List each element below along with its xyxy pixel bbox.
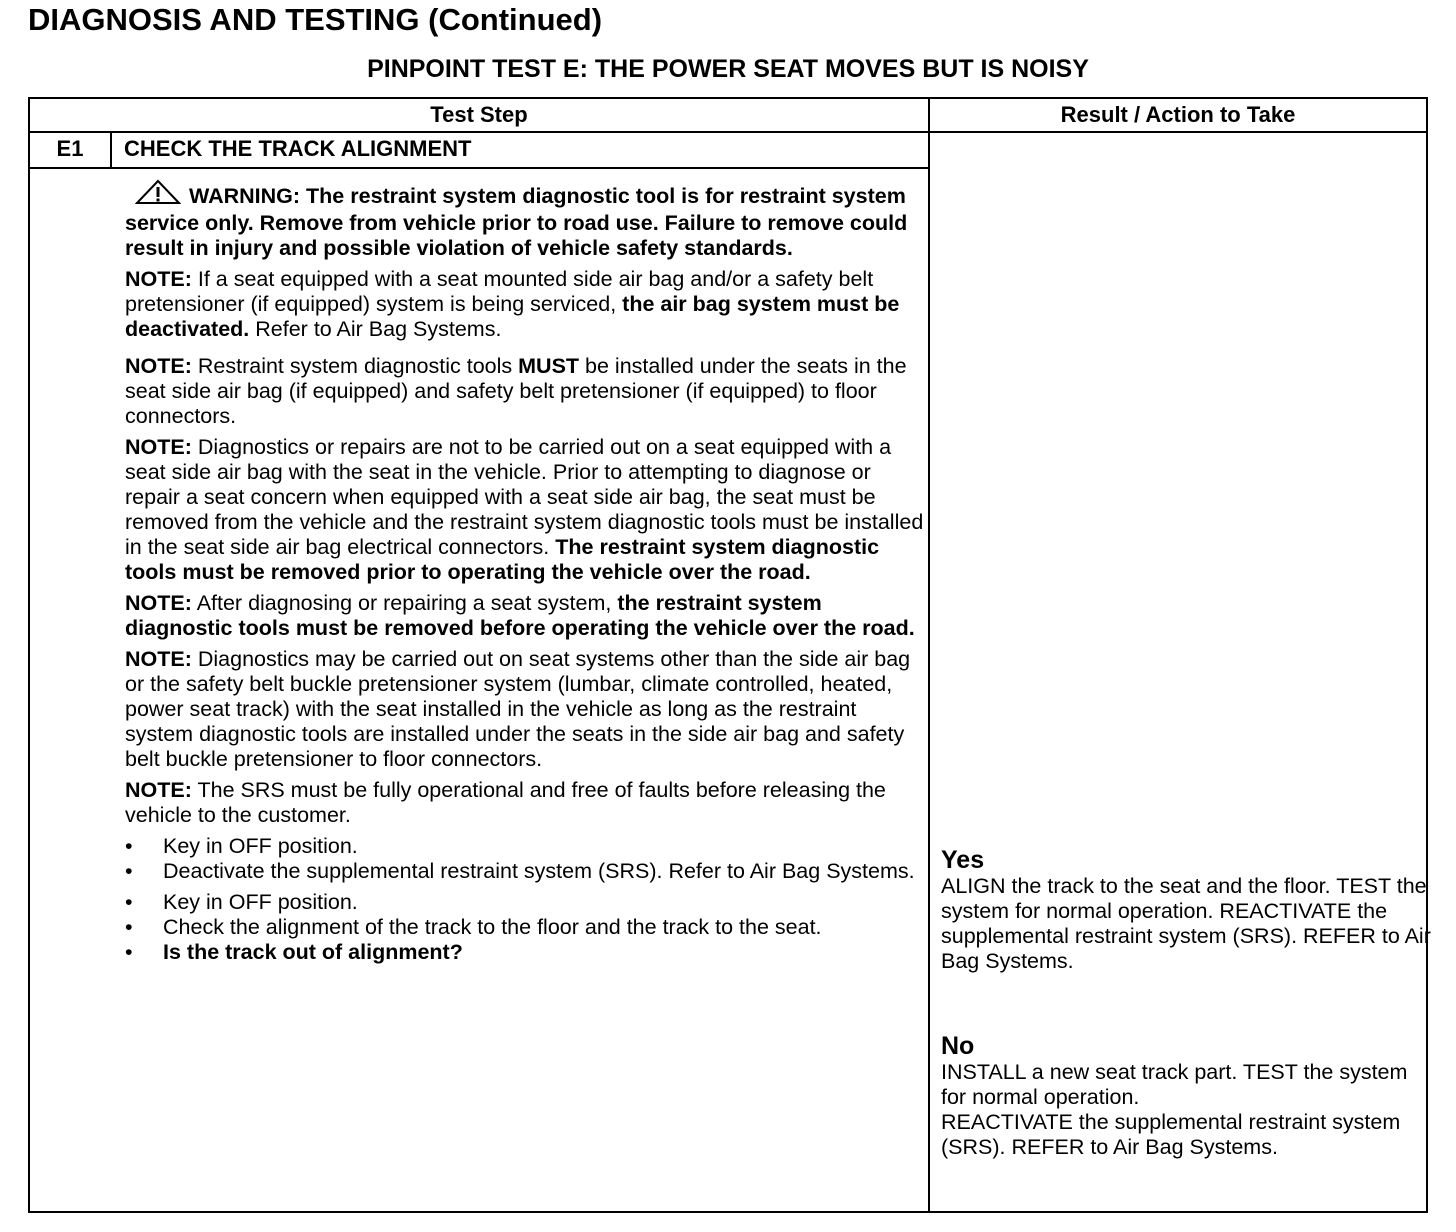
note-1-ref: Refer to Air Bag Systems. xyxy=(255,317,502,341)
list-item-text: Key in OFF position. xyxy=(163,834,358,858)
list-item-text: Check the alignment of the track to the floor and the track to the seat. xyxy=(163,915,822,939)
bullet: • xyxy=(125,859,133,883)
warning-text: WARNING: The restraint system diagnostic tool is for restraint system service only. Remove from vehicle prior to road use. Failure to remove could result in injury and possible violation of vehicle safety standards. xyxy=(125,184,908,260)
bullet: • xyxy=(125,915,133,939)
list-item xyxy=(125,890,925,915)
table-header-row xyxy=(30,99,1426,133)
note-4-text: After diagnosing or repairing a seat system, xyxy=(196,591,612,615)
warning-block xyxy=(125,179,925,261)
note-2-text: Restraint system diagnostic tools xyxy=(197,354,513,378)
step-id: E1 xyxy=(30,133,112,167)
note-label: NOTE: xyxy=(125,354,192,378)
column-divider xyxy=(928,99,930,1211)
note-label: NOTE: xyxy=(125,591,192,615)
note-label: NOTE: xyxy=(125,778,192,802)
note-label: NOTE: xyxy=(125,435,192,459)
page-heading: DIAGNOSIS AND TESTING (Continued) xyxy=(28,2,603,37)
note-6-text: The SRS must be fully operational and free of faults before releasing the vehicle to the customer. xyxy=(125,778,886,827)
list-item xyxy=(125,859,925,884)
list-item xyxy=(125,834,925,859)
step-row xyxy=(30,133,928,169)
bullet: • xyxy=(125,940,133,964)
warning-triangle-icon xyxy=(135,179,181,211)
list-item xyxy=(125,915,925,940)
note-6 xyxy=(125,778,925,828)
note-label: NOTE: xyxy=(125,647,192,671)
result-column-header: Result / Action to Take xyxy=(1060,102,1296,127)
note-1-text: If a seat equipped with a seat mounted side air bag and/or a safety belt pretensioner (if equipped) system is being serviced, xyxy=(125,267,874,316)
note-3-bold: The restraint system diagnostic tools must be removed prior to operating the vehicle over the road. xyxy=(125,535,880,584)
test-step-column-header: Test Step xyxy=(430,102,528,127)
note-2-bold: MUST xyxy=(518,354,580,378)
step-list xyxy=(125,834,925,965)
note-3-text: Diagnostics or repairs are not to be carried out on a seat equipped with a seat side air bag with the seat in the vehicle. Prior to attempting to diagnose or repair a seat concern when equipped with a seat side air bag, the seat must be removed from the vehicle and the restraint system diagnostic tools must be installed in the seat side air bag electrical connectors. xyxy=(125,435,924,559)
note-1-bold: the air bag system must be deactivated. xyxy=(125,292,900,341)
note-4 xyxy=(125,591,925,641)
note-5 xyxy=(125,647,925,772)
step-title: CHECK THE TRACK ALIGNMENT xyxy=(124,136,472,161)
result-no xyxy=(941,1032,1431,1160)
pinpoint-test-title: PINPOINT TEST E: THE POWER SEAT MOVES BUT IS NOISY xyxy=(367,55,1089,83)
pinpoint-test-table xyxy=(28,97,1431,1213)
test-step-body xyxy=(125,179,925,965)
bullet: • xyxy=(125,890,133,914)
note-5-text: Diagnostics may be carried out on seat systems other than the side air bag or the safety belt buckle pretensioner system (lumbar, climate controlled, heated, power seat track) with the seat installed in the vehicle as long as the restraint system diagnostic tools are installed under the seats in the side air bag and safety belt buckle pretensioner to floor connectors. xyxy=(125,647,911,771)
note-2 xyxy=(125,354,925,429)
result-yes xyxy=(941,846,1431,974)
list-item-text: Key in OFF position. xyxy=(163,890,358,914)
result-no-text-1: INSTALL a new seat track part. TEST the system for normal operation. xyxy=(941,1060,1408,1109)
note-1 xyxy=(125,267,925,342)
result-yes-text: ALIGN the track to the seat and the floor. TEST the system for normal operation. REACTIVATE the supplemental restraint system (SRS). REFER to Air Bag Systems. xyxy=(941,874,1431,973)
note-4-bold: the restraint system diagnostic tools must be removed before operating the vehicle over the road. xyxy=(125,591,915,640)
result-yes-label: Yes xyxy=(941,846,985,874)
note-3 xyxy=(125,435,925,585)
list-item xyxy=(125,940,925,965)
note-2-text-end: be installed under the seats in the seat side air bag (if equipped) and safety belt pretensioner (if equipped) to floor connectors. xyxy=(125,354,907,428)
result-no-text-2: REACTIVATE the supplemental restraint system (SRS). REFER to Air Bag Systems. xyxy=(941,1110,1401,1159)
result-no-label: No xyxy=(941,1032,975,1060)
bullet: • xyxy=(125,834,133,858)
question-text: Is the track out of alignment? xyxy=(163,940,463,964)
note-label: NOTE: xyxy=(125,267,192,291)
list-item-text: Deactivate the supplemental restraint system (SRS). Refer to Air Bag Systems. xyxy=(163,859,915,883)
